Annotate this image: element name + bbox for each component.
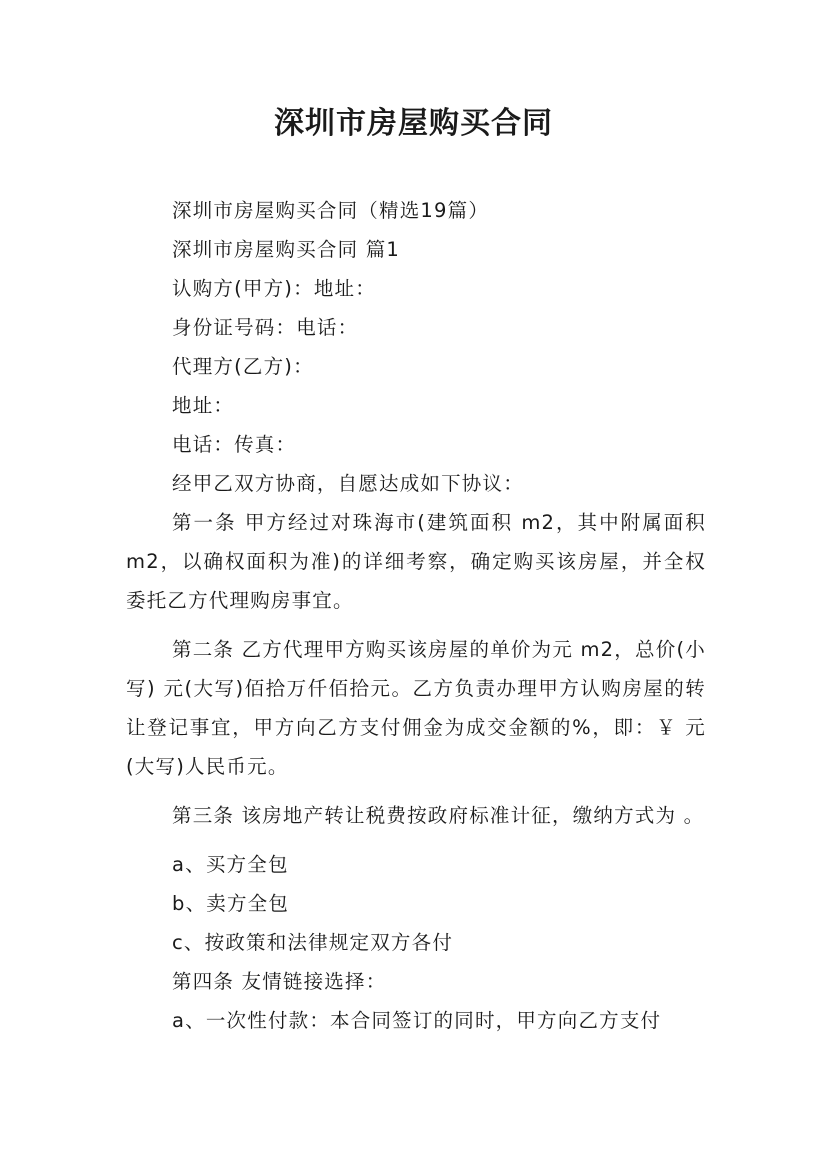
option-line: a、买方全包 [172, 853, 289, 876]
article-3: 第三条 该房地产转让税费按政府标准计征，缴纳方式为 。 [172, 804, 705, 827]
body-line: 身份证号码：电话： [172, 316, 359, 339]
body-line: 电话：传真： [172, 433, 297, 456]
option-line: b、卖方全包 [172, 892, 290, 915]
payment-line: a、一次性付款：本合同签订的同时，甲方向乙方支付 [172, 1009, 662, 1032]
body-line: 地址： [172, 394, 235, 417]
document-body [126, 191, 706, 1040]
body-line: 认购方(甲方)：地址： [172, 277, 376, 300]
body-line: 代理方(乙方)： [172, 355, 314, 378]
article-4-heading: 第四条 友情链接选择： [172, 970, 387, 993]
article-1: 第一条 甲方经过对珠海市(建筑面积 m2，其中附属面积m2，以确权面积为准)的详细考察，确定购买该房屋，并全权委托乙方代理购房事宜。 [126, 511, 706, 612]
body-line: 深圳市房屋购买合同（精选19篇） [172, 199, 490, 222]
article-2: 第二条 乙方代理甲方购买该房屋的单价为元 m2，总价(小写) 元(大写)佰拾万仟佰拾元。乙方负责办理甲方认购房屋的转让登记事宜，甲方向乙方支付佣金为成交金额的%，即：￥ 元(大写)人民币元。 [126, 638, 706, 778]
body-line: 深圳市房屋购买合同 篇1 [172, 238, 401, 261]
option-line: c、按政策和法律规定双方各付 [172, 931, 454, 954]
document-title: 深圳市房屋购买合同 [274, 106, 553, 141]
body-line: 经甲乙双方协商，自愿达成如下协议： [172, 472, 524, 495]
